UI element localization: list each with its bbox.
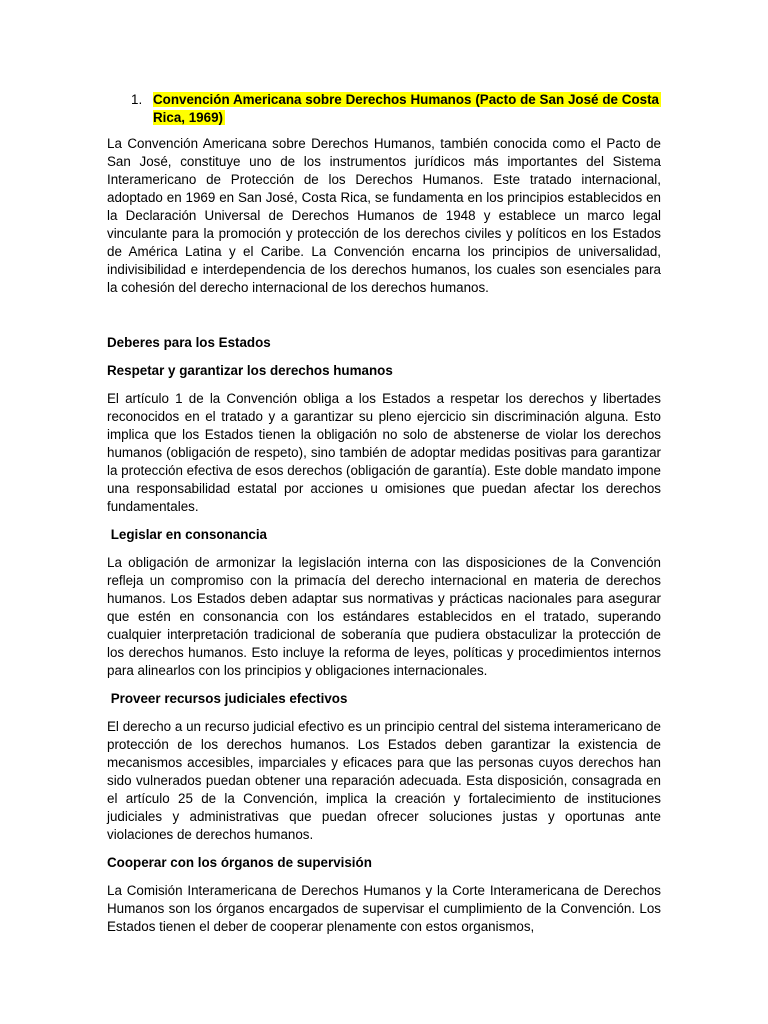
- duty-text-remedies: El derecho a un recurso judicial efectivo es un principio central del sistema interamericano de protección de los derechos humanos. Los Estados deben garantizar la existencia de mecanismos accesibles, imparciales y eficaces para que las personas cuyos derechos han sido vulnerados puedan obtener una reparación adecuada. Esta disposición, consagrada en el artículo 25 de la Convención, implica la creación y fortalecimiento de instituciones judiciales y administrativas que puedan ofrecer soluciones justas y oportunas ante violaciones de derechos humanos.: [107, 719, 661, 842]
- duty-title-legislate: Legislar en consonancia: [107, 527, 267, 542]
- duty-title-respect: Respetar y garantizar los derechos humanos: [107, 363, 393, 378]
- section-heading: [107, 91, 661, 127]
- duty-text-cooperate: La Comisión Interamericana de Derechos Humanos y la Corte Interamericana de Derechos Humanos son los órganos encargados de supervisar el cumplimiento de la Convención. Los Estados tienen el deber de cooperar plenamente con estos organismos,: [107, 883, 661, 934]
- duties-heading: Deberes para los Estados: [107, 335, 271, 350]
- duty-title-remedies: Proveer recursos judiciales efectivos: [107, 691, 348, 706]
- section-title: Convención Americana sobre Derechos Humanos (Pacto de San José de Costa Rica, 1969): [153, 92, 659, 125]
- document-page: [107, 91, 661, 946]
- list-number: 1.: [131, 92, 143, 107]
- duty-text-legislate: La obligación de armonizar la legislación interna con las disposiciones de la Convención refleja un compromiso con la primacía del derecho internacional en materia de derechos humanos. Los Estados deben adaptar sus normativas y prácticas nacionales para asegurar que estén en consonancia con los estándares establecidos en el tratado, superando cualquier interpretación tradicional de soberanía que pudiera obstaculizar la protección de los derechos humanos. Esto incluye la reforma de leyes, políticas y procedimientos internos para alinearlos con los principios y obligaciones internacionales.: [107, 555, 661, 678]
- section-title-wrap: [153, 91, 661, 127]
- intro-paragraph: La Convención Americana sobre Derechos Humanos, también conocida como el Pacto de San José, constituye uno de los instrumentos jurídicos más importantes del Sistema Interamericano de Protección de los Derechos Humanos. Este tratado internacional, adoptado en 1969 en San José, Costa Rica, se fundamenta en los principios establecidos en la Declaración Universal de Derechos Humanos de 1948 y establece un marco legal vinculante para la promoción y protección de los derechos civiles y políticos en los Estados de América Latina y el Caribe. La Convención encarna los principios de universalidad, indivisibilidad e interdependencia de los derechos humanos, los cuales son esenciales para la cohesión del derecho internacional de los derechos humanos.: [107, 136, 661, 295]
- duty-title-cooperate: Cooperar con los órganos de supervisión: [107, 855, 372, 870]
- duty-text-respect: El artículo 1 de la Convención obliga a los Estados a respetar los derechos y libertades reconocidos en el tratado y a garantizar su pleno ejercicio sin discriminación alguna. Esto implica que los Estados tienen la obligación no solo de abstenerse de violar los derechos humanos (obligación de respeto), sino también de adoptar medidas positivas para garantizar la protección efectiva de esos derechos (obligación de garantía). Este doble mandato impone una responsabilidad estatal por acciones u omisiones que puedan afectar los derechos fundamentales.: [107, 391, 661, 514]
- spacer: [107, 307, 661, 334]
